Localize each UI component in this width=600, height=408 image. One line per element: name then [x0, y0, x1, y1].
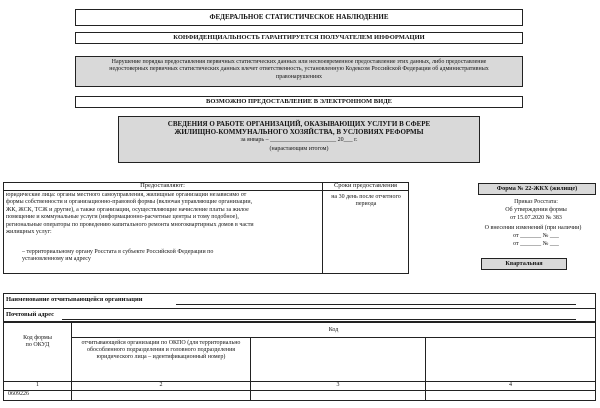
code-number-4: 4: [509, 382, 512, 388]
code-header-cell: [71, 322, 596, 338]
electronic-text: ВОЗМОЖНО ПРЕДОСТАВЛЕНИЕ В ЭЛЕКТРОННОМ ВИДЕ: [205, 98, 393, 105]
org-name-underline: [176, 304, 576, 305]
org-name-label: Наименование отчитывающейся организации: [6, 296, 143, 303]
form-number-box: [478, 183, 596, 195]
code-number-3: 3: [336, 382, 340, 388]
org-row-divider: [3, 308, 596, 309]
form-order: Приказ Росстата:: [514, 199, 558, 205]
submitters-column-divider: [322, 182, 323, 274]
okpo-value-cell[interactable]: [71, 390, 251, 401]
submitters-header-left: Предоставляют:: [140, 182, 185, 189]
report-title-box: [118, 116, 480, 163]
form-changes-line2: от _______ № ___: [513, 241, 559, 247]
submitters-recipient: – территориальному органу Росстата в субъекте Российской Федерации по установленному им адресу: [22, 249, 214, 263]
okud-code-cell: [3, 390, 72, 401]
warning-box: [75, 56, 523, 87]
electronic-box: [75, 96, 523, 108]
form-approval: Об утверждении формы: [505, 207, 567, 213]
header-title: ФЕДЕРАЛЬНОЕ СТАТИСТИЧЕСКОЕ НАБЛЮДЕНИЕ: [209, 13, 389, 21]
code-number-1: 1: [36, 382, 39, 388]
col3-value-cell[interactable]: [250, 390, 426, 401]
confidentiality-box: [75, 32, 523, 44]
report-cumulative: (нарастающим итогом): [269, 146, 329, 152]
submitters-body: юридические лица: органы местного самоуправления, жилищные организации независимо от формы собственности и организационно-правовой формы (включая управляющие организации, ЖК, ЖСК, ТСЖ и другие), а также организации, осуществляющие начисление платы за жилое помещение и коммунальные услуги (информационно-расчетные центры и тому подобное), региональные операторы по проведению капитального ремонта многоквартирных домов в части жилищных услуг:: [6, 192, 254, 236]
form-changes: О внесении изменений (при наличии): [484, 225, 582, 231]
periodicity-box: [481, 258, 567, 270]
code-col2-header: отчитывающейся организации по ОКПО (для территориально обособленного подразделения и головного подразделения юридического лица – идентификационный номер): [81, 340, 241, 360]
report-title-line2: ЖИЛИЩНО-КОММУНАЛЬНОГО ХОЗЯЙСТВА, В УСЛОВИЯХ РЕФОРМЫ: [174, 128, 424, 136]
form-changes-line1: от _______ № ___: [513, 233, 559, 239]
org-address-underline: [62, 319, 576, 320]
code-col1-header-cell: [3, 322, 72, 382]
code-col1-header: Код формы по ОКУД: [23, 335, 52, 348]
code-col4-header-cell: [425, 337, 596, 382]
code-header: Код: [328, 327, 339, 333]
warning-text: Нарушение порядка предоставления первичных статистических данных или несвоевременное предоставление этих данных, либо предоставление недостоверных первичных статистических данных влечет ответственность, установленную Кодексом Российской Федерации об административных правонарушениях: [109, 59, 489, 80]
confidentiality-text: КОНФИДЕНЦИАЛЬНОСТЬ ГАРАНТИРУЕТСЯ ПОЛУЧАТЕЛЕМ ИНФОРМАЦИИ: [173, 34, 425, 41]
periodicity-text: Квартальная: [505, 260, 543, 267]
header-title-box: [75, 9, 523, 26]
col4-value-cell[interactable]: [425, 390, 596, 401]
submitters-deadline: на 30 день после отчетного периода: [331, 194, 401, 208]
code-col2-header-cell: [71, 337, 251, 382]
form-number: Форма № 22-ЖКХ (жилище): [496, 185, 578, 192]
okud-code: 0609226: [8, 391, 29, 397]
submitters-header-right: Сроки предоставления: [333, 182, 398, 189]
report-title-line1: СВЕДЕНИЯ О РАБОТЕ ОРГАНИЗАЦИЙ, ОКАЗЫВАЮЩИХ УСЛУГИ В СФЕРЕ: [167, 120, 431, 128]
org-address-label: Почтовый адрес: [6, 311, 54, 318]
code-col3-header-cell: [250, 337, 426, 382]
form-approval-date: от 15.07.2020 № 383: [510, 215, 562, 221]
code-number-2: 2: [159, 382, 163, 388]
submitters-header-divider: [3, 190, 409, 191]
report-period: за январь – ______________________ 20___ г.: [240, 137, 358, 143]
